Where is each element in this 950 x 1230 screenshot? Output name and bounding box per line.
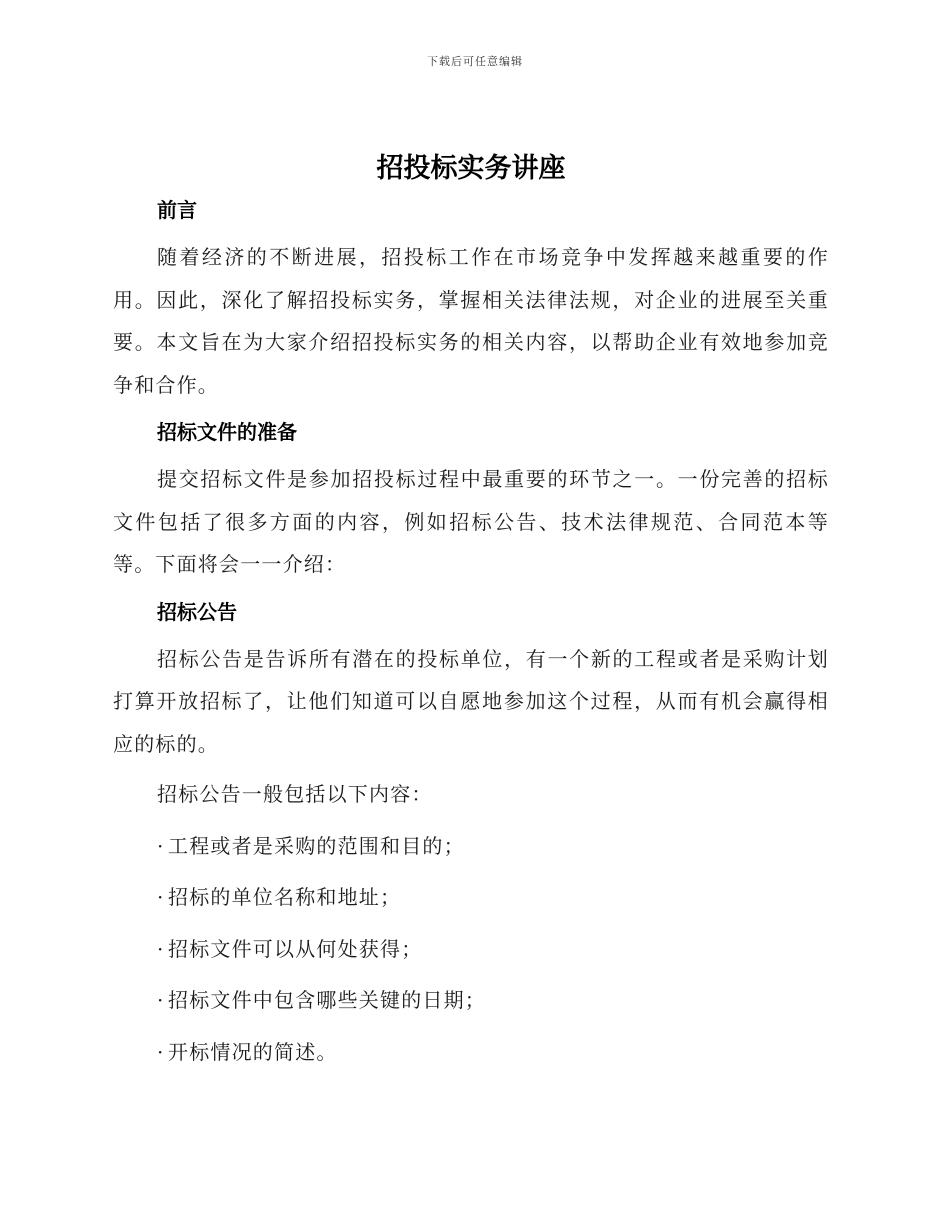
list-item-text: 工程或者是采购的范围和目的； [168,833,465,858]
tender-notice-paragraph-1: 招标公告是告诉所有潜在的投标单位，有一个新的工程或者是采购计划打算开放招标了，让他们知道可以自愿地参加这个过程，从而有机会赢得相应的标的。 [113,646,829,756]
document-body [113,146,829,1073]
bullet-dot: · [157,1039,165,1064]
section-heading-tender-docs: 招标文件的准备 [157,420,297,444]
page-header-note: 下载后可任意编辑 [427,55,523,68]
list-item-text: 招标文件中包含哪些关键的日期； [168,988,486,1012]
list-item [113,1031,829,1074]
bullet-dot: · [157,988,165,1012]
bullet-dot: · [157,885,165,909]
list-item-text: 招标文件可以从何处获得； [168,936,423,961]
list-item-text: 开标情况的简述。 [168,1039,338,1064]
section-heading-preface: 前言 [157,198,197,222]
tender-docs-paragraph: 提交招标文件是参加招投标过程中最重要的环节之一。一份完善的招标文件包括了很多方面的内容，例如招标公告、技术法律规范、合同范本等等。下面将会一一介绍： [113,467,829,576]
preface-paragraph: 随着经济的不断进展，招投标工作在市场竞争中发挥越来越重要的作用。因此，深化了解招投标实务，掌握相关法律法规，对企业的进展至关重要。本文旨在为大家介绍招投标实务的相关内容，以帮助企业有效地参加竞争和合作。 [113,245,829,397]
tender-notice-paragraph-2: 招标公告一般包括以下内容： [157,782,433,806]
document-title: 招投标实务讲座 [376,153,566,184]
list-item [113,825,829,868]
bullet-dot: · [157,936,165,961]
list-item [113,979,829,1022]
list-item [113,876,829,919]
section-heading-tender-notice: 招标公告 [157,599,237,624]
bullet-dot: · [157,833,165,858]
list-item [113,928,829,971]
list-item-text: 招标的单位名称和地址； [168,885,402,909]
